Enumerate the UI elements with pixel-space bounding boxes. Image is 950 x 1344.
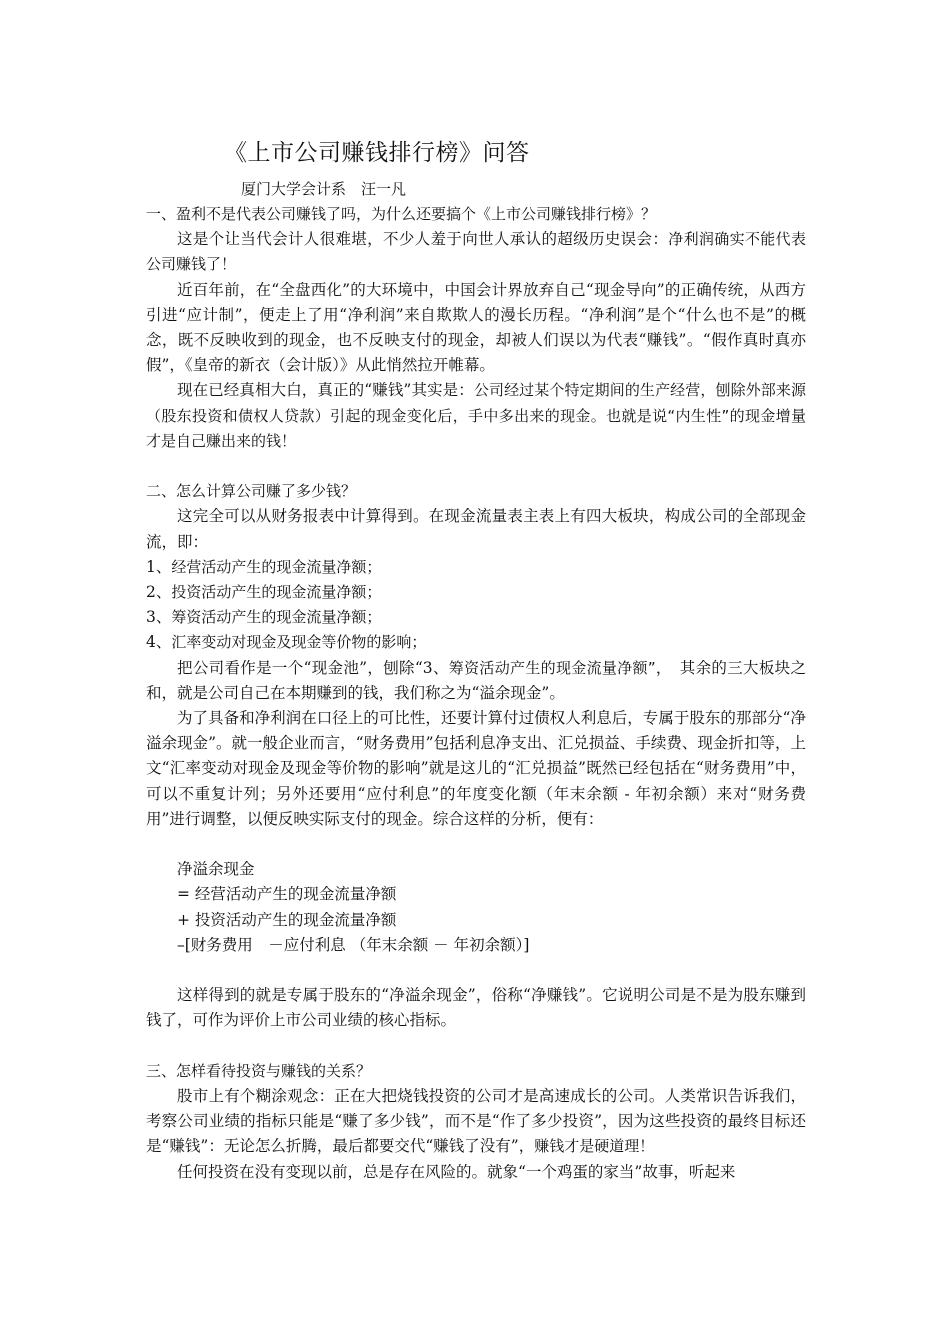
section-3-paragraph-1 [146,1084,806,1160]
list-item-text: 经营活动产生的现金流量净额； [171,557,382,576]
formula-line: –[财务费用 －应付利息 （年末余额 － 年初余额）] [177,935,530,954]
document-title: 《上市公司赚钱排行榜》问答 [224,140,530,166]
section-2-paragraph-2 [146,656,806,706]
section-1-paragraph-3 [146,378,806,454]
list-item-text: 投资活动产生的现金流量净额； [171,583,382,602]
section-2-paragraph-1: 这完全可以从财务报表中计算得到。在现金流量表主表上有四大板块，构成公司的全部现金流，即： [146,507,806,551]
list-item-number: 3、 [146,608,172,627]
list-item [146,605,806,630]
emphasis-text: 净利润确实不能代表公司赚钱了！ [146,230,806,274]
section-3-paragraph-2: 任何投资在没有变现以前，总是存在风险的。就象“一个鸡蛋的家当”故事，听起来 [177,1162,736,1181]
list-item-text: 筹资活动产生的现金流量净额； [171,608,382,627]
paragraph-text: 这是个让当代会计人很难堪，不少人羞于向世人承认的超级历史误会： [177,230,669,249]
document-author: 厦门大学会计系 汪一凡 [241,180,407,198]
section-2-paragraph-4: 这样得到的就是专属于股东的“净溢余现金”，俗称“净赚钱”。它说明公司是不是为股东赚到钱了，可作为评价上市公司业绩的核心指标。 [146,986,806,1030]
section-2-paragraph-3: 为了具备和净利润在口径上的可比性，还要计算付过债权人利息后，专属于股东的那部分“净溢余现金”。就一般企业而言，“财务费用”包括利息净支出、汇兑损益、手续费、现金折扣等，上文“汇率变动对现金及现金等价物的影响”就是这儿的“汇兑损益”既然已经包括在“财务费用”中，可以不重复计列；另外还要用“应付利息”的年度变化额（年末余额 - 年初余额）来对“财务费用”进行调整，以便反映实际支付的现金。综合这样的分析，便有： [146,709,806,828]
paragraph-text: 把公司看作是一个“现金池”，刨除“3、 [177,658,449,677]
section-3-heading: 三、怎样看待投资与赚钱的关系？ [146,1061,372,1080]
section-1-paragraph-1 [146,227,806,277]
section-1-heading: 一、盈利不是代表公司赚钱了吗，为什么还要搞个《上市公司赚钱排行榜》？ [146,205,657,223]
emphasis-text: 赚钱才是硬道理！ [534,1137,655,1156]
paragraph-text: 现在已经真相大白，真正的“赚钱”其实是： [177,381,474,400]
formula-block [146,857,806,958]
list-item-number: 1、 [146,557,172,576]
list-item [146,580,806,605]
blank-line [146,958,806,983]
document-body [146,202,806,1185]
paragraph-text: 股市上有个糊涂观念：正在大把烧钱投资的公司才是高速成长的公司。人类常识告诉我们，考察公司业绩的指标只能是“赚了多少钱”，而不是“作了多少投资”，因为这些投资的最终目标还是“赚钱”：无论怎么折腾，最后都要交代“赚钱了没有”， [146,1087,806,1156]
list-item-text: 汇率变动对现金及现金等价物的影响； [171,633,427,652]
emphasis-text: 筹资活动产生的现金流量净额” [448,658,656,677]
blank-line [146,1034,806,1059]
list-item [146,630,806,655]
section-1-paragraph-2: 近百年前，在“全盘西化”的大环境中，中国会计界放弃自己“现金导向”的正确传统，从西方引进“应计制”，便走上了用“净利润”来自欺欺人的漫长历程。“净利润”是个“什么也不是”的概念，既不反映收到的现金，也不反映支付的现金，却被人们误以为代表“赚钱”。“假作真时真亦假”，《皇帝的新衣（会计版）》从此悄然拉开帷幕。 [146,280,806,375]
blank-line [146,454,806,479]
list-item-number: 2、 [146,583,172,602]
list-item [146,555,806,580]
list-item-number: 4、 [146,633,172,652]
blank-line [146,832,806,857]
emphasis-text: 公司经过某个特定期间的生产经营，刨除外部来源（股东投资和债权人贷款）引起的现金变化后，手中多出来的现金。也就是说“内生性”的现金增量才是自己赚出来的钱！ [146,381,806,450]
formula-line: 净溢余现金 [177,860,255,879]
paragraph-text: ， 其余的三大板块之和，就是公司自己在本期赚到的钱，我们称之为“溢余现金”。 [146,658,806,702]
section-2-heading: 二、怎么计算公司赚了多少钱？ [146,482,357,501]
formula-line: = 经营活动产生的现金流量净额 [177,885,397,904]
formula-line: + 投资活动产生的现金流量净额 [177,910,397,929]
